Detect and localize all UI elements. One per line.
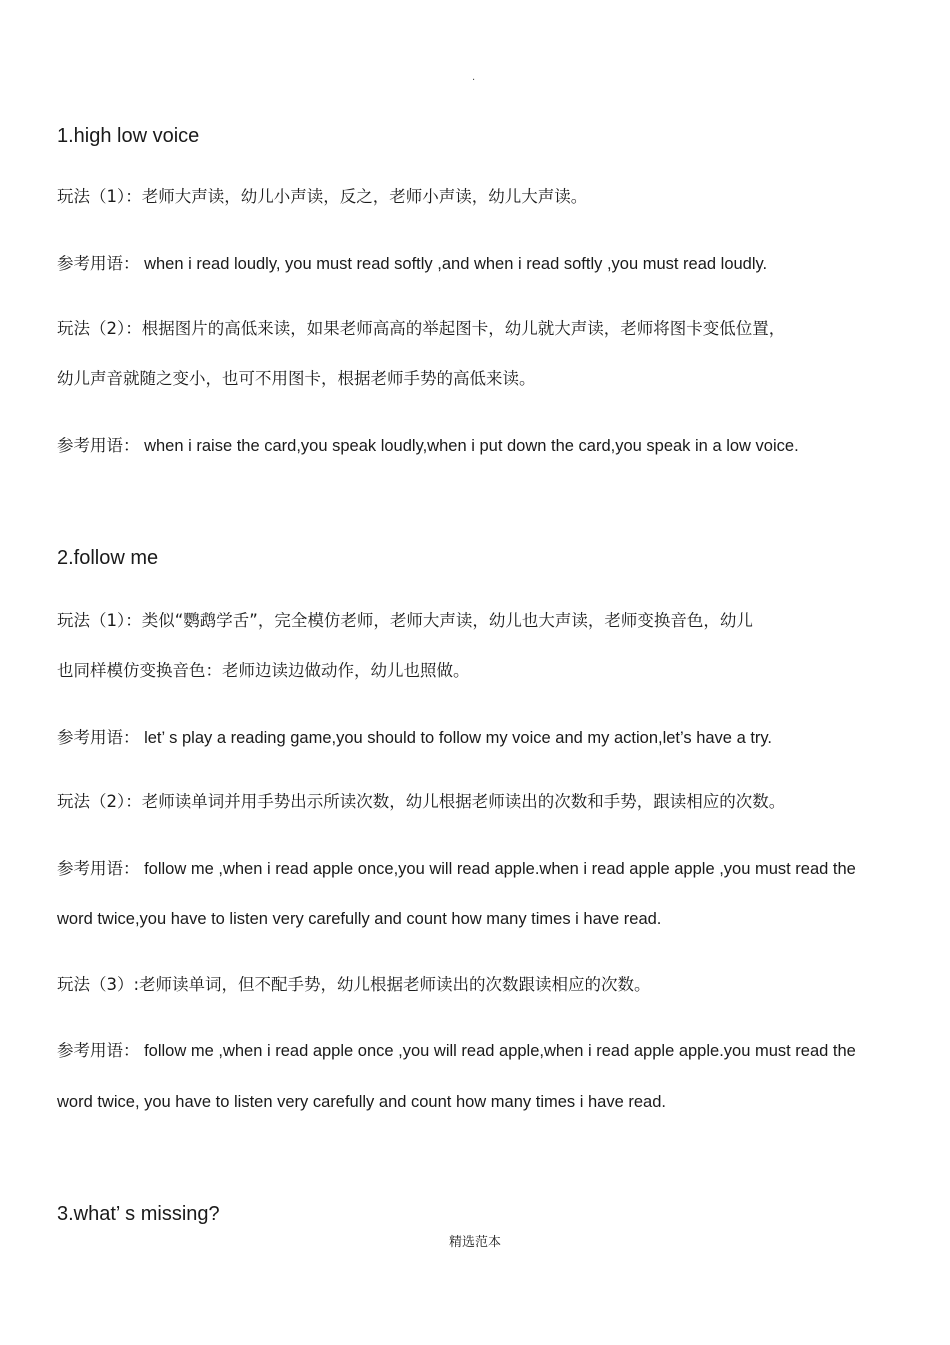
section-heading-2: 2.follow me — [57, 547, 159, 569]
section-heading-3: 3.what’ s missing? — [57, 1203, 220, 1225]
reference-2-2-line2: word twice,you have to listen very carefully and count how many times i have read. — [57, 910, 662, 928]
reference-1-2: 参考用语： when i raise the card,you speak loudly,when i put down the card,you speak in a low voice. — [57, 437, 799, 455]
method-2-2: 玩法（2）：老师读单词并用手势出示所读次数，幼儿根据老师读出的次数和手势，跟读相应的次数。 — [57, 792, 786, 811]
method-2-1-line1: 玩法（1）：类似“鹦鹉学舌”，完全模仿老师，老师大声读，幼儿也大声读，老师变换音色，幼儿 — [57, 611, 753, 630]
page-footer: 精选范本 — [448, 1235, 501, 1250]
method-2-1-line2: 也同样模仿变换音色：老师边读边做动作，幼儿也照做。 — [57, 661, 470, 680]
reference-2-2-line1: 参考用语： follow me ,when i read apple once,you will read apple.when i read apple apple ,you must read the — [57, 860, 856, 878]
method-1-1: 玩法（1）：老师大声读，幼儿小声读，反之，老师小声读，幼儿大声读。 — [57, 187, 588, 206]
reference-2-1: 参考用语： let’ s play a reading game,you should to follow my voice and my action,let’s have a try. — [57, 729, 773, 747]
reference-2-3-line1: 参考用语： follow me ,when i read apple once ,you will read apple,when i read apple apple.you must read the — [57, 1042, 856, 1060]
reference-2-3-line2: word twice, you have to listen very carefully and count how many times i have read. — [57, 1093, 666, 1111]
method-1-2-line1: 玩法（2）：根据图片的高低来读，如果老师高高的举起图卡，幼儿就大声读，老师将图卡变低位置， — [57, 319, 786, 338]
method-2-3: 玩法（3）:老师读单词，但不配手势，幼儿根据老师读出的次数跟读相应的次数。 — [57, 975, 651, 994]
top-mark: . — [472, 72, 476, 83]
reference-1-1: 参考用语： when i read loudly, you must read softly ,and when i read softly ,you must read loudly. — [57, 255, 768, 273]
section-heading-1: 1.high low voice — [57, 125, 200, 147]
method-1-2-line2: 幼儿声音就随之变小，也可不用图卡，根据老师手势的高低来读。 — [57, 369, 536, 388]
